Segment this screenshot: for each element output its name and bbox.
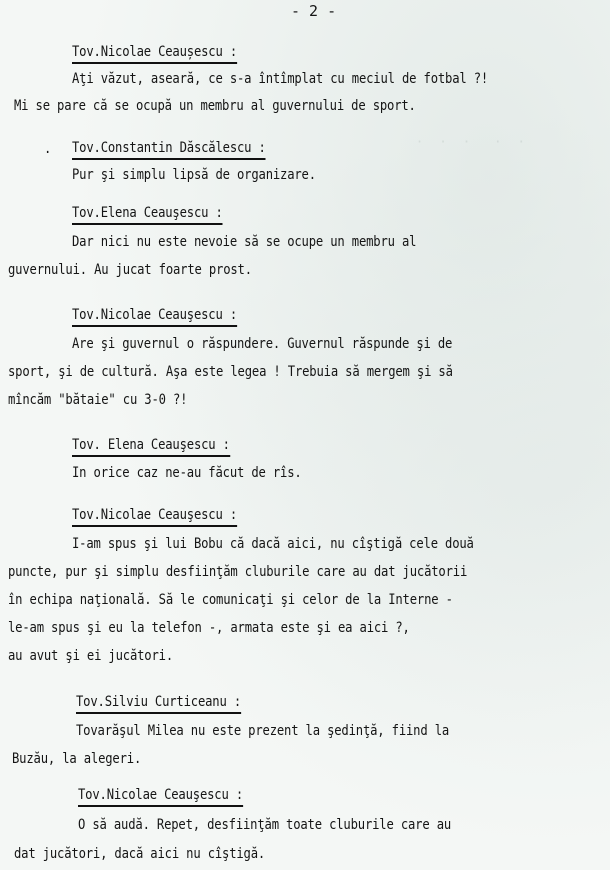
page-number: - 2 -	[291, 2, 337, 20]
speech-line: mîncăm "bătaie" cu 3-0 ?!	[8, 392, 188, 408]
speech-line: Are şi guvernul o răspundere. Guvernul răspunde şi de	[72, 336, 453, 352]
stray-mark: .	[44, 141, 52, 157]
speech-line: O să audă. Repet, desfiinţăm toate cluburile care au	[78, 817, 452, 833]
speaker-label: Tov. Elena Ceauşescu :	[72, 436, 230, 457]
speech-line: dat jucători, dacă aici nu cîştigă.	[14, 846, 266, 862]
speech-line: I-am spus şi lui Bobu că dacă aici, nu cîştigă cele două	[72, 536, 474, 552]
speech-line: Pur şi simplu lipsă de organizare.	[72, 167, 316, 183]
speech-line: puncte, pur şi simplu desfiinţăm cluburile care au dat jucătorii	[8, 564, 468, 580]
speaker-label: Tov.Nicolae Ceauşescu :	[72, 306, 237, 327]
speaker-label: Tov.Nicolae Ceauşescu :	[78, 786, 243, 807]
speaker-label: Tov.Elena Ceauşescu :	[72, 204, 223, 225]
speech-line: Mi se pare că se ocupă un membru al guvernului de sport.	[14, 98, 416, 114]
speech-line: Dar nici nu este nevoie să se ocupe un membru al	[72, 234, 417, 250]
bleed-through-text: · · · · ·	[400, 135, 526, 150]
speech-line: Tovarăşul Milea nu este prezent la şedinţă, fiind la	[76, 723, 450, 739]
speaker-label: Tov.Constantin Dăscălescu :	[72, 139, 266, 160]
speech-line: în echipa naţională. Să le comunicaţi şi celor de la Interne -	[8, 592, 453, 608]
speech-line: sport, şi de cultură. Aşa este legea ! Trebuia să mergem şi să	[8, 364, 453, 380]
speaker-label: Tov.Silviu Curticeanu :	[76, 693, 241, 714]
speech-line: guvernului. Au jucat foarte prost.	[8, 262, 252, 278]
speech-line: le-am spus şi eu la telefon -, armata este şi ea aici ?,	[8, 620, 410, 636]
speech-line: Buzău, la alegeri.	[12, 751, 142, 767]
speech-line: Aţi văzut, aseară, ce s-a întîmplat cu meciul de fotbal ?!	[72, 71, 489, 87]
speech-line: au avut şi ei jucători.	[8, 648, 173, 664]
speaker-label: Tov.Nicolae Ceauşescu :	[72, 506, 237, 527]
speaker-label: Tov.Nicolae Ceaușescu :	[72, 43, 237, 64]
speech-line: In orice caz ne-au făcut de rîs.	[72, 465, 302, 481]
